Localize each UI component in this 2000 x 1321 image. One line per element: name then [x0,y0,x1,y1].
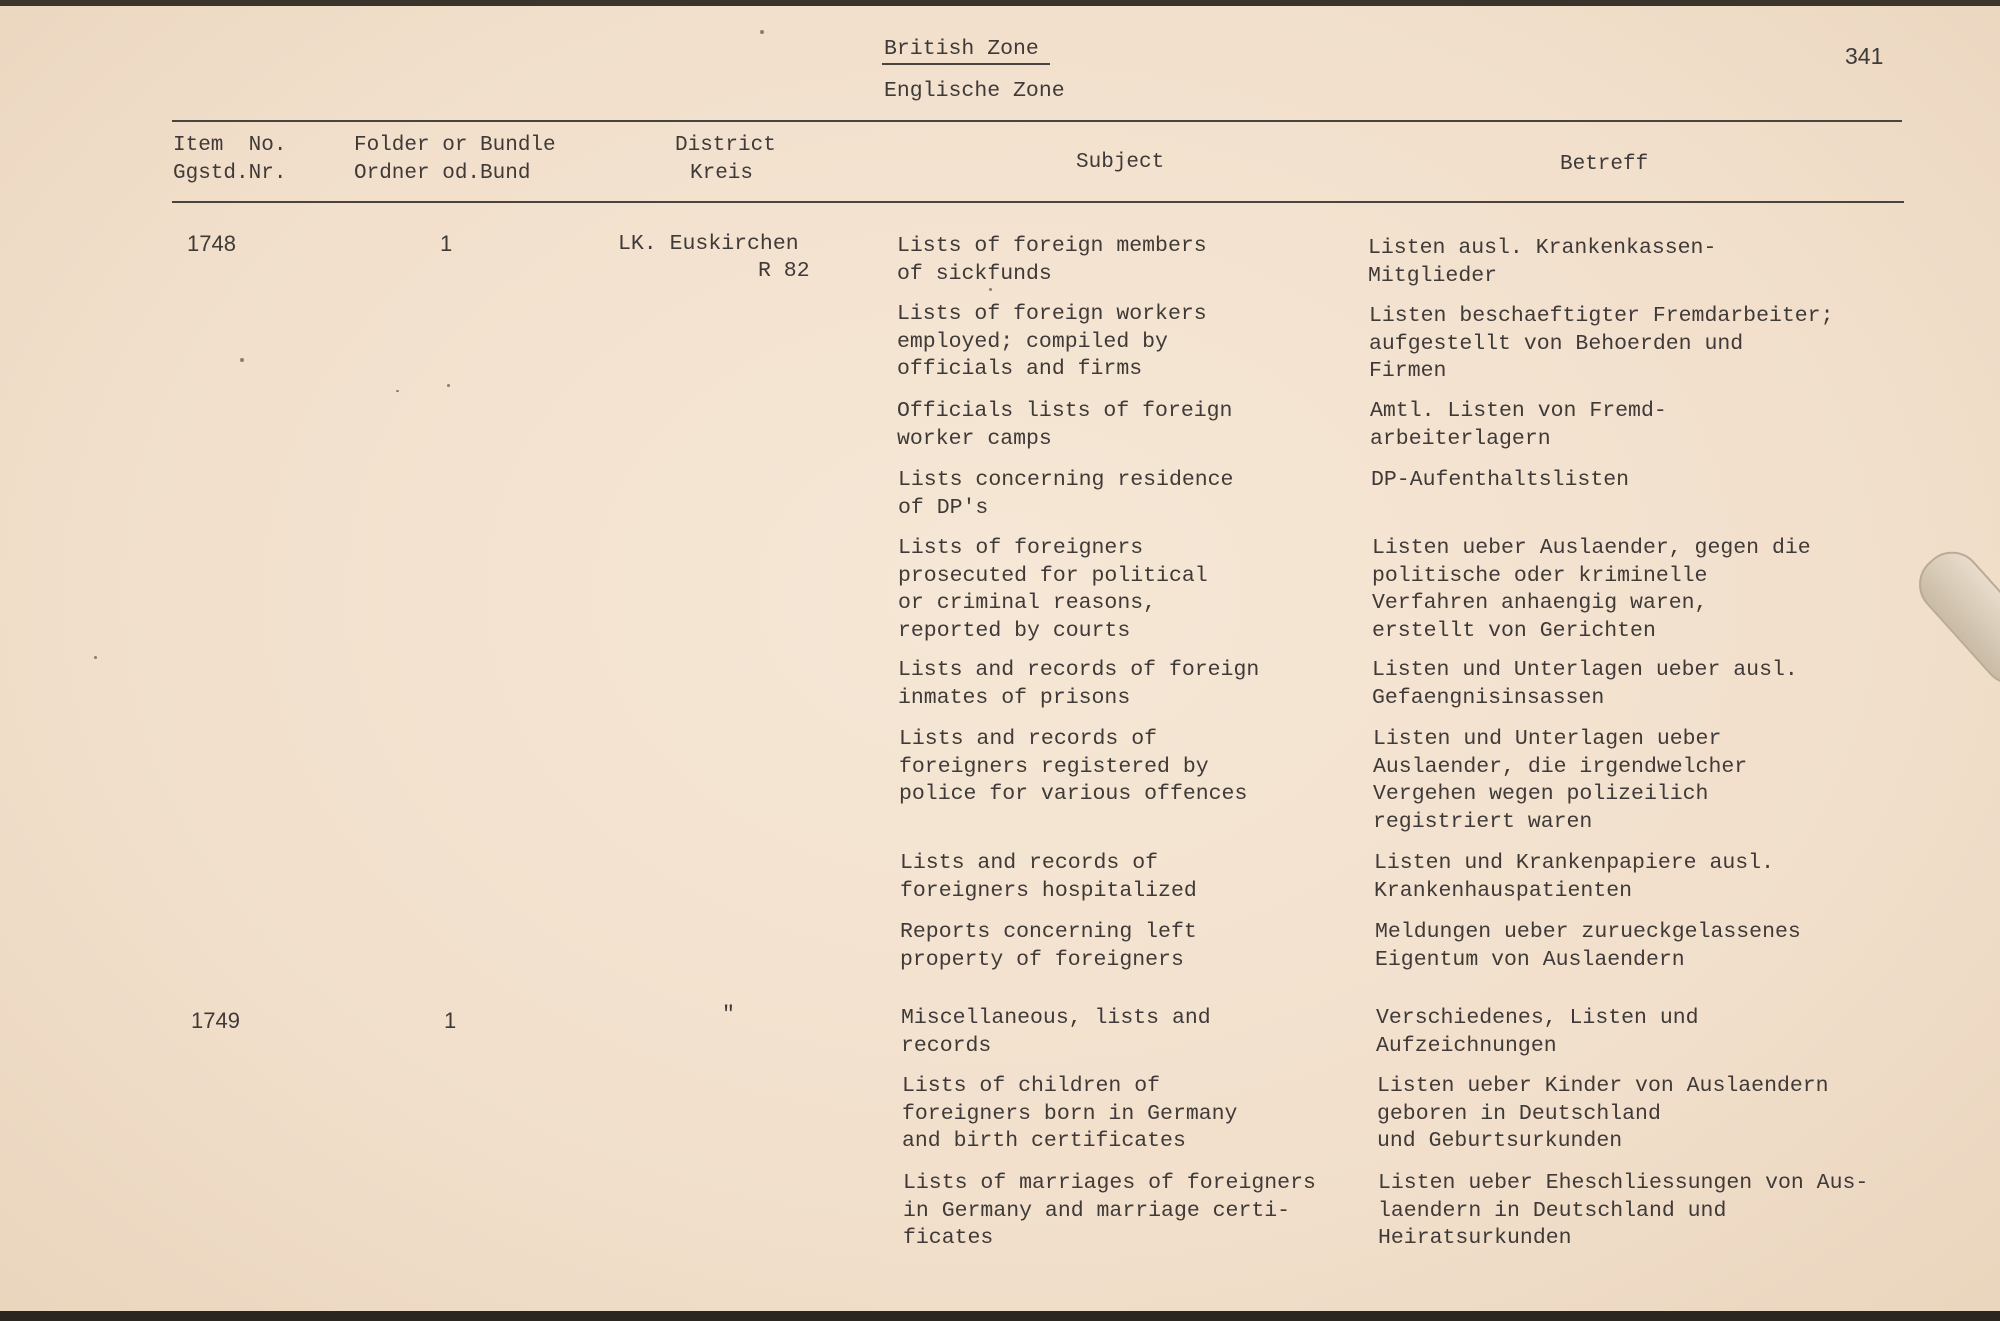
folder-number: 1 [444,1008,457,1033]
subject-cell: Lists of foreign workers employed; compiled by officials and firms [897,302,1207,381]
subject-cell: Lists of children of foreigners born in Germany and birth certificates [902,1074,1238,1153]
col-subject: Subject [1076,151,1165,174]
paper-speck [760,30,764,34]
subject-cell: Lists of foreigners prosecuted for political or criminal reasons, reported by courts [898,536,1208,643]
betreff-cell: Listen und Krankenpapiere ausl. Krankenhauspatienten [1374,851,1774,903]
subject-cell: Lists of foreign members of sickfunds [897,234,1207,286]
item-number: 1749 [191,1008,240,1033]
betreff-cell: Listen und Unterlagen ueber Auslaender, die irgendwelcher Vergehen wegen polizeilich registriert waren [1373,727,1748,834]
subject-cell: Lists and records of foreigners hospitalized [900,851,1197,903]
betreff-cell: Verschiedenes, Listen und Aufzeichnungen [1376,1006,1699,1058]
col-item-en: Item No. [173,134,287,157]
subject-cell: Reports concerning left property of foreigners [900,920,1197,972]
col-folder-en: Folder or Bundle [354,134,556,157]
betreff-cell: Amtl. Listen von Fremd- arbeiterlagern [1370,399,1667,451]
betreff-cell: Listen ueber Eheschliessungen von Aus- laendern in Deutschland und Heiratsurkunden [1378,1171,1869,1250]
betreff-cell: Listen und Unterlagen ueber ausl. Gefaengnisinsassen [1372,658,1798,710]
subject-cell: Lists of marriages of foreigners in Germany and marriage certi- ficates [903,1171,1316,1250]
col-betreff: Betreff [1560,153,1649,176]
betreff-cell: Meldungen ueber zurueckgelassenes Eigentum von Auslaendern [1375,920,1801,972]
subject-cell: Officials lists of foreign worker camps [897,399,1233,451]
header-top-rule [172,120,1902,122]
col-folder-de: Ordner od.Bund [354,162,531,185]
subject-cell: Lists and records of foreign inmates of prisons [898,658,1260,710]
thumb-shadow [1907,539,2000,696]
betreff-cell: Listen beschaeftigter Fremdarbeiter; aufgestellt von Behoerden und Firmen [1369,304,1834,383]
page-edge [0,1311,2000,1321]
paper-speck [240,358,244,362]
subject-cell: Lists concerning residence of DP's [898,468,1234,520]
paper-speck [396,390,399,392]
col-district-de: Kreis [690,162,754,185]
betreff-cell: Listen ausl. Krankenkassen- Mitglieder [1368,236,1717,288]
subject-cell: Lists and records of foreigners registered by police for various offences [899,727,1248,806]
zone-title-english: British Zone [884,37,1039,61]
district-name: LK. Euskirchen [618,232,799,256]
title-underline [882,63,1050,65]
item-number: 1748 [187,231,236,256]
betreff-cell: Listen ueber Kinder von Auslaendern geboren in Deutschland und Geburtsurkunden [1377,1074,1829,1153]
header-bottom-rule [172,201,1904,203]
paper-speck [989,288,992,291]
zone-title-german: Englische Zone [884,79,1065,103]
col-district-en: District [675,134,776,157]
paper-speck [94,656,97,659]
ditto-mark: " [722,1003,735,1027]
betreff-cell: Listen ueber Auslaender, gegen die politische oder kriminelle Verfahren anhaengig waren, erstellt von Gerichten [1372,536,1811,643]
subject-cell: Miscellaneous, lists and records [901,1006,1211,1058]
folder-number: 1 [440,231,453,256]
paper-speck [447,384,450,387]
document-page [0,6,2000,1311]
page-number: 341 [1845,43,1884,69]
betreff-cell: DP-Aufenthaltslisten [1371,468,1630,492]
col-item-de: Ggstd.Nr. [173,162,287,185]
district-ref: R 82 [758,259,810,283]
